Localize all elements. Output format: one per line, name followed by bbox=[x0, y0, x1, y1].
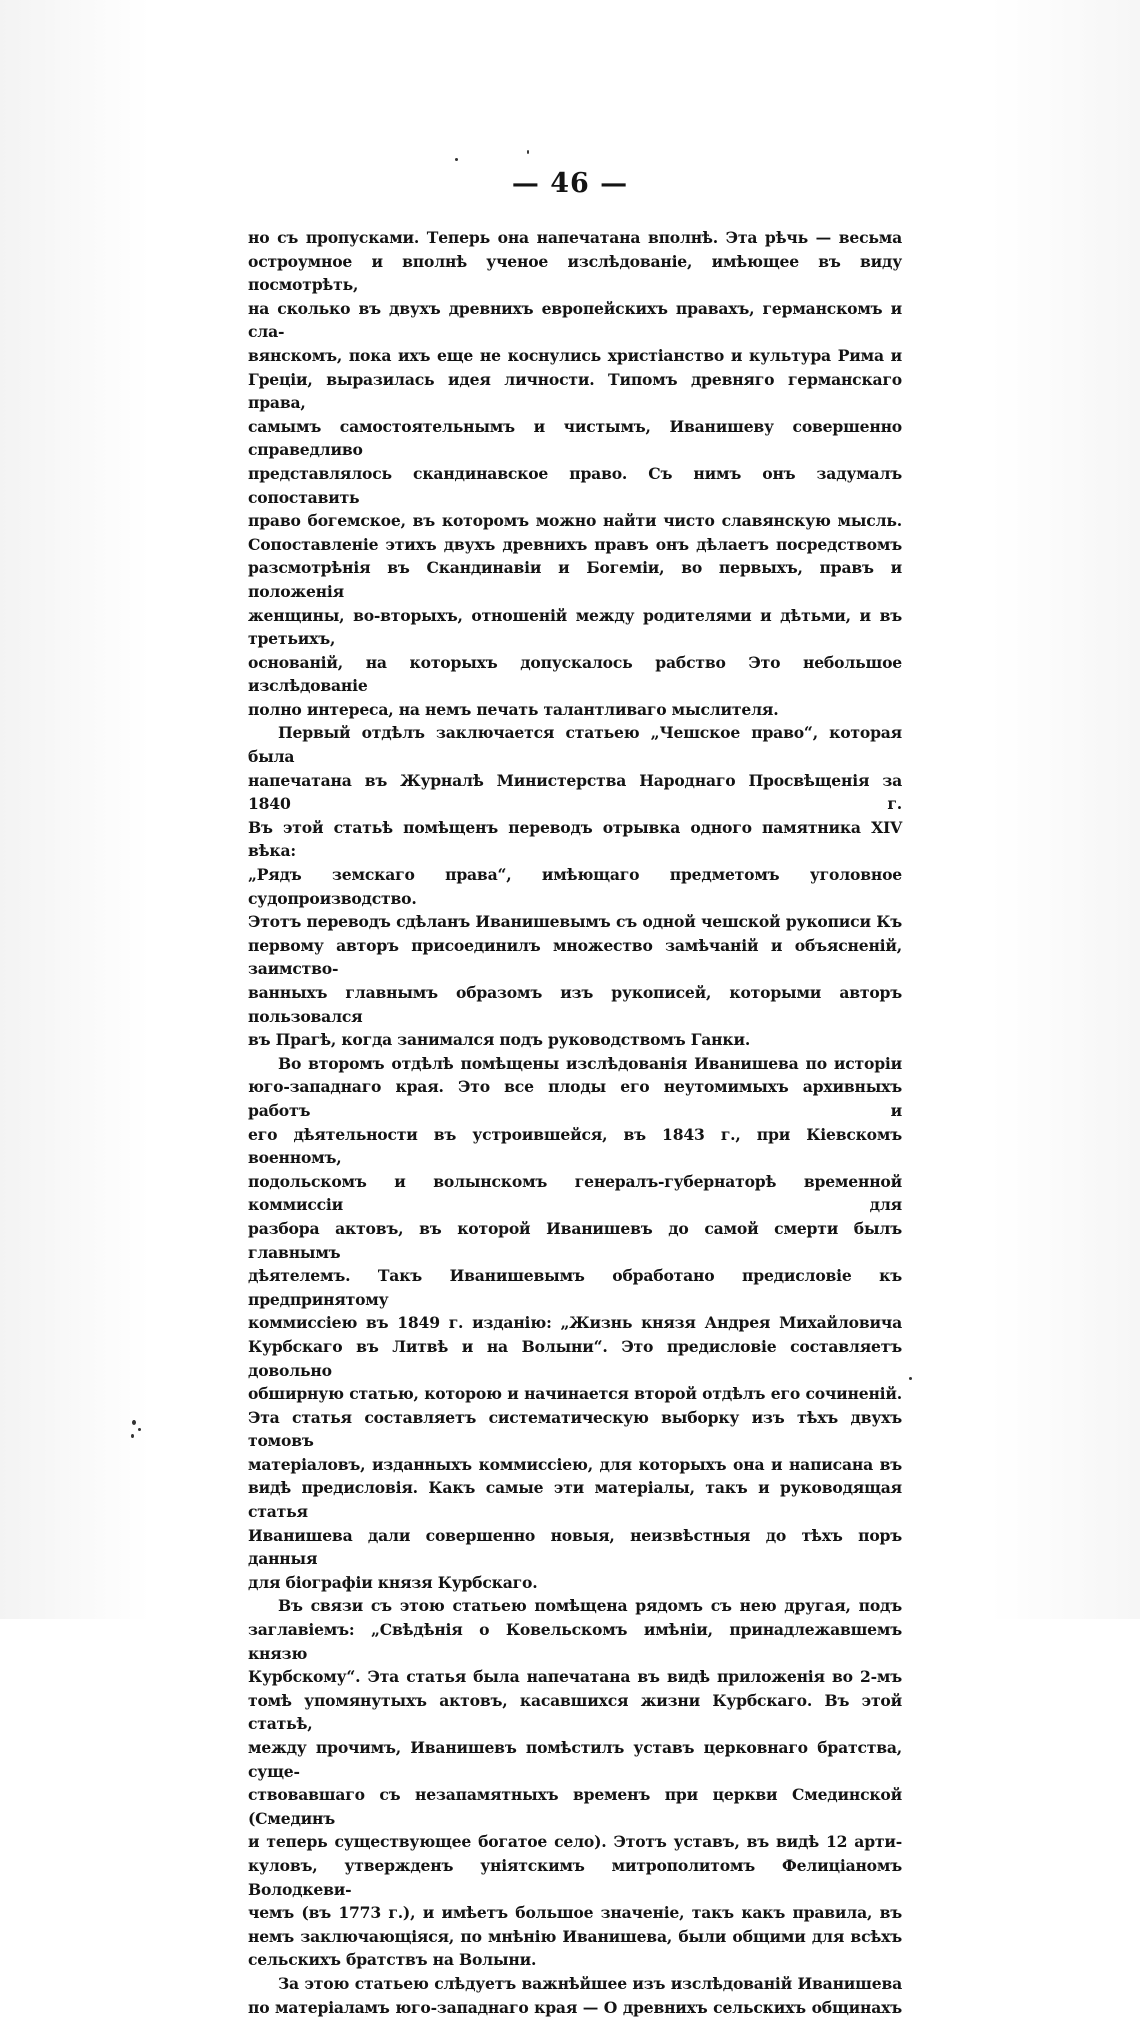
text-line: видѣ предисловія. Какъ самые эти матеріалы, такъ и руководящая статья bbox=[248, 1478, 902, 1522]
text-line: въ Прагѣ, когда занимался подъ руководствомъ Ганки. bbox=[248, 1030, 751, 1050]
text-line: Сопоставленіе этихъ двухъ древнихъ правъ онъ дѣлаетъ посредствомъ bbox=[248, 534, 902, 554]
text-line: Этотъ переводъ сдѣланъ Иванишевымъ съ одной чешской рукописи Къ bbox=[248, 912, 902, 932]
text-line: Первый отдѣлъ заключается статьею „Чешское право“, которая была bbox=[248, 723, 902, 767]
text-line: томѣ упомянутыхъ актовъ, касавшихся жизни Курбскаго. Въ этой статьѣ, bbox=[248, 1690, 902, 1734]
text-line: За этою статьею слѣдуетъ важнѣйшее изъ изслѣдованій Иванишева bbox=[278, 1973, 902, 1993]
text-line: право богемское, въ которомъ можно найти чисто славянскую мысль. bbox=[248, 511, 902, 531]
text-line: Курбскому“. Эта статья была напечатана въ видѣ приложенія во 2-мъ bbox=[248, 1667, 902, 1687]
text-line: на сколько въ двухъ древнихъ европейскихъ правахъ, германскомъ и сла- bbox=[248, 298, 902, 342]
text-line: но съ пропусками. Теперь она напечатана вполнѣ. Эта рѣчь — весьма bbox=[248, 228, 902, 247]
text-line: по матеріаламъ юго-западнаго края — О древнихъ сельскихъ общинахъ bbox=[248, 1997, 902, 2017]
text-line: напечатана въ Журналѣ Министерства Народнаго Просвѣщенія за 1840 г. bbox=[248, 770, 902, 814]
text-line: Греціи, выразилась идея личности. Типомъ древняго германскаго права, bbox=[248, 369, 902, 413]
text-line: разбора актовъ, въ которой Иванишевъ до самой смерти былъ главнымъ bbox=[248, 1218, 902, 1262]
text-line: сельскихъ братствъ на Волыни. bbox=[248, 1950, 537, 1970]
text-line: полно интереса, на немъ печать талантливаго мыслителя. bbox=[248, 699, 779, 719]
text-line: Иванишева дали совершенно новыя, неизвѣстныя до тѣхъ поръ данныя bbox=[248, 1525, 902, 1569]
scan-speck bbox=[455, 158, 458, 161]
text-line: представлялось скандинавское право. Съ нимъ онъ задумалъ сопоставить bbox=[248, 463, 902, 507]
text-line: чемъ (въ 1773 г.), и имѣетъ большое значеніе, такъ какъ правила, въ bbox=[248, 1903, 902, 1923]
text-line: между прочимъ, Иванишевъ помѣстилъ уставъ церковнаго братства, суще- bbox=[248, 1738, 902, 1781]
scan-speck bbox=[131, 1434, 134, 1438]
text-line: и теперь существующее богатое село). Этотъ уставъ, въ видѣ 12 арти- bbox=[248, 1832, 902, 1852]
text-line: его дѣятельности въ устроившейся, въ 1843 г., при Кіевскомъ военномъ, bbox=[248, 1124, 902, 1168]
text-line: самымъ самостоятельнымъ и чистымъ, Иванишеву совершенно справедливо bbox=[248, 416, 902, 460]
text-line: Курбскаго въ Литвѣ и на Волыни“. Это предисловіе составляетъ довольно bbox=[248, 1336, 902, 1380]
text-line: подольскомъ и волынскомъ генералъ-губернаторѣ временной коммиссіи для bbox=[248, 1171, 902, 1215]
scan-speck bbox=[138, 1428, 141, 1431]
text-line: заглавіемъ: „Свѣдѣнія о Ковельскомъ имѣніи, принадлежавшемъ князю bbox=[248, 1620, 902, 1663]
text-line: вянскомъ, пока ихъ еще не коснулись христіанство и культура Рима и bbox=[248, 345, 902, 365]
page-number: — 46 — bbox=[511, 168, 629, 199]
text-line: Въ связи съ этою статьею помѣщена рядомъ съ нею другая, подъ bbox=[278, 1596, 902, 1616]
text-line: разсмотрѣнія въ Скандинавіи и Богеміи, во первыхъ, правъ и положенія bbox=[248, 558, 902, 601]
text-line: коммиссіею въ 1849 г. изданію: „Жизнь князя Андрея Михайловича bbox=[248, 1313, 902, 1333]
text-line: основаній, на которыхъ допускалось рабство Это небольшое изслѣдованіе bbox=[248, 652, 902, 696]
text-line: куловъ, утвержденъ уніятскимъ митрополитомъ Фелиціаномъ Володкеви- bbox=[248, 1855, 902, 1899]
text-line: для біографіи князя Курбскаго. bbox=[248, 1572, 538, 1592]
text-line: остроумное и вполнѣ ученое изслѣдованіе, имѣющее въ виду посмотрѣть, bbox=[248, 251, 902, 295]
text-line: ствовавшаго съ незапамятныхъ временъ при церкви Смединской (Смединъ bbox=[248, 1785, 902, 1828]
text-line: женщины, во-вторыхъ, отношеній между родителями и дѣтьми, и въ третьихъ, bbox=[248, 605, 902, 649]
text-line: матеріаловъ, изданныхъ коммиссіею, для которыхъ она и написана въ bbox=[248, 1454, 902, 1474]
text-line: „Рядъ земскаго права“, имѣющаго предметомъ уголовное судопроизводство. bbox=[248, 865, 902, 908]
text-line: Во второмъ отдѣлѣ помѣщены изслѣдованія Иванишева по исторіи bbox=[278, 1053, 902, 1073]
text-line: юго-западнаго края. Это все плоды его неутомимыхъ архивныхъ работъ и bbox=[248, 1077, 902, 1120]
text-line: немъ заключающіяся, по мнѣнію Иванишева, были общими для всѣхъ bbox=[248, 1926, 902, 1946]
text-line: ванныхъ главнымъ образомъ изъ рукописей, которыми авторъ пользовался bbox=[248, 983, 902, 1026]
text-line: дѣятелемъ. Такъ Иванишевымъ обработано предисловіе къ предпринятому bbox=[248, 1266, 902, 1309]
scan-speck bbox=[909, 1377, 912, 1380]
text-line: первому авторъ присоединилъ множество замѣчаній и объясненій, заимство- bbox=[248, 935, 902, 979]
text-line: Эта статья составляетъ систематическую выборку изъ тѣхъ двухъ томовъ bbox=[248, 1407, 902, 1451]
scan-speck bbox=[527, 150, 529, 154]
scan-speck bbox=[132, 1420, 136, 1425]
body-text bbox=[248, 226, 902, 2019]
text-line: Въ этой статьѣ помѣщенъ переводъ отрывка одного памятника XIV вѣка: bbox=[248, 817, 902, 861]
text-line: обширную статью, которою и начинается второй отдѣлъ его сочиненій. bbox=[248, 1384, 902, 1404]
